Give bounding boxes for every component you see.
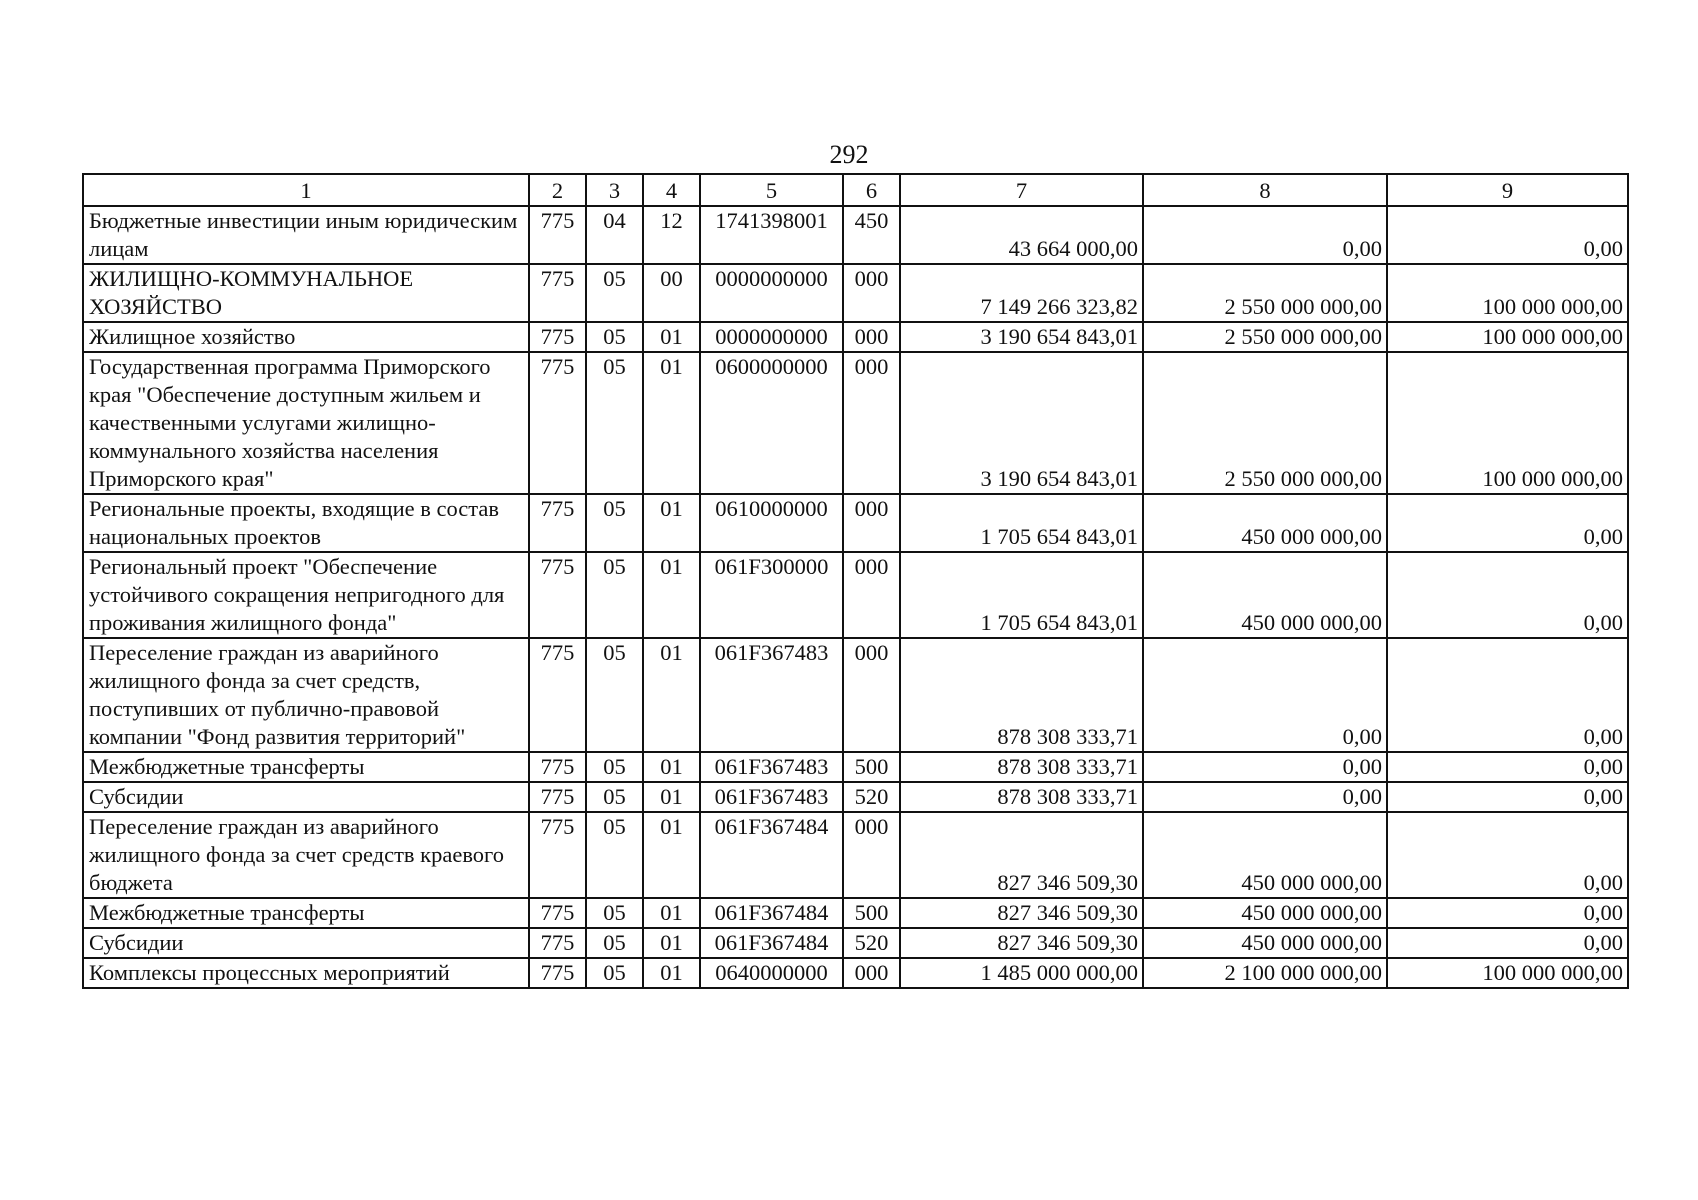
table-row	[83, 812, 1628, 898]
ministry-code: 775	[529, 206, 586, 264]
amount-col-8: 2 550 000 000,00	[1143, 322, 1387, 352]
ministry-code: 775	[529, 352, 586, 494]
page-number: 292	[829, 140, 869, 169]
target-article-code: 061F367483	[700, 638, 843, 752]
expense-type-code: 520	[843, 928, 900, 958]
target-article-code: 1741398001	[700, 206, 843, 264]
amount-col-9: 100 000 000,00	[1387, 322, 1628, 352]
amount-col-8: 2 550 000 000,00	[1143, 352, 1387, 494]
amount-col-9: 0,00	[1387, 638, 1628, 752]
amount-col-8: 450 000 000,00	[1143, 812, 1387, 898]
table-row	[83, 352, 1628, 494]
expense-type-code: 000	[843, 638, 900, 752]
item-name: Жилищное хозяйство	[83, 322, 529, 352]
ministry-code: 775	[529, 638, 586, 752]
target-article-code: 061F300000	[700, 552, 843, 638]
amount-col-7: 878 308 333,71	[900, 638, 1143, 752]
header-cell: 9	[1387, 174, 1628, 206]
target-article-code: 061F367483	[700, 782, 843, 812]
section-code: 05	[586, 812, 643, 898]
section-code: 05	[586, 782, 643, 812]
target-article-code: 061F367484	[700, 812, 843, 898]
item-name: Государственная программа Приморского края "Обеспечение доступным жильем и качественными услугами жилищно-коммунального хозяйства населения Приморского края"	[83, 352, 529, 494]
amount-col-7: 43 664 000,00	[900, 206, 1143, 264]
subsection-code: 12	[643, 206, 700, 264]
amount-col-8: 0,00	[1143, 752, 1387, 782]
header-cell: 6	[843, 174, 900, 206]
ministry-code: 775	[529, 552, 586, 638]
target-article-code: 061F367483	[700, 752, 843, 782]
item-name: Комплексы процессных мероприятий	[83, 958, 529, 988]
header-cell: 2	[529, 174, 586, 206]
section-code: 05	[586, 322, 643, 352]
header-cell: 3	[586, 174, 643, 206]
item-name: Субсидии	[83, 782, 529, 812]
expense-type-code: 450	[843, 206, 900, 264]
amount-col-7: 1 485 000 000,00	[900, 958, 1143, 988]
table-row	[83, 206, 1628, 264]
amount-col-7: 827 346 509,30	[900, 812, 1143, 898]
table-row	[83, 322, 1628, 352]
amount-col-9: 0,00	[1387, 928, 1628, 958]
amount-col-7: 827 346 509,30	[900, 928, 1143, 958]
item-name: Межбюджетные трансферты	[83, 752, 529, 782]
amount-col-8: 450 000 000,00	[1143, 552, 1387, 638]
target-article-code: 0640000000	[700, 958, 843, 988]
header-cell: 5	[700, 174, 843, 206]
subsection-code: 01	[643, 928, 700, 958]
subsection-code: 01	[643, 898, 700, 928]
expense-type-code: 000	[843, 494, 900, 552]
amount-col-9: 0,00	[1387, 206, 1628, 264]
item-name: ЖИЛИЩНО-КОММУНАЛЬНОЕ ХОЗЯЙСТВО	[83, 264, 529, 322]
item-name: Субсидии	[83, 928, 529, 958]
target-article-code: 0000000000	[700, 264, 843, 322]
subsection-code: 01	[643, 752, 700, 782]
expense-type-code: 000	[843, 352, 900, 494]
target-article-code: 0000000000	[700, 322, 843, 352]
item-name: Бюджетные инвестиции иным юридическим лицам	[83, 206, 529, 264]
table-row	[83, 958, 1628, 988]
amount-col-8: 450 000 000,00	[1143, 494, 1387, 552]
amount-col-9: 0,00	[1387, 552, 1628, 638]
amount-col-9: 100 000 000,00	[1387, 958, 1628, 988]
amount-col-7: 1 705 654 843,01	[900, 494, 1143, 552]
subsection-code: 01	[643, 552, 700, 638]
item-name: Межбюджетные трансферты	[83, 898, 529, 928]
expense-type-code: 500	[843, 898, 900, 928]
amount-col-8: 450 000 000,00	[1143, 898, 1387, 928]
header-row	[83, 174, 1628, 206]
subsection-code: 01	[643, 958, 700, 988]
section-code: 05	[586, 958, 643, 988]
section-code: 05	[586, 638, 643, 752]
ministry-code: 775	[529, 812, 586, 898]
ministry-code: 775	[529, 782, 586, 812]
header-cell: 4	[643, 174, 700, 206]
ministry-code: 775	[529, 898, 586, 928]
amount-col-8: 0,00	[1143, 782, 1387, 812]
section-code: 05	[586, 264, 643, 322]
expense-type-code: 000	[843, 812, 900, 898]
subsection-code: 01	[643, 638, 700, 752]
ministry-code: 775	[529, 494, 586, 552]
section-code: 05	[586, 352, 643, 494]
amount-col-8: 2 100 000 000,00	[1143, 958, 1387, 988]
section-code: 04	[586, 206, 643, 264]
table-row	[83, 898, 1628, 928]
amount-col-7: 878 308 333,71	[900, 782, 1143, 812]
subsection-code: 01	[643, 812, 700, 898]
amount-col-9: 100 000 000,00	[1387, 264, 1628, 322]
table-row	[83, 638, 1628, 752]
subsection-code: 01	[643, 782, 700, 812]
target-article-code: 061F367484	[700, 928, 843, 958]
expense-type-code: 000	[843, 958, 900, 988]
amount-col-7: 1 705 654 843,01	[900, 552, 1143, 638]
table-row	[83, 928, 1628, 958]
amount-col-7: 3 190 654 843,01	[900, 322, 1143, 352]
amount-col-7: 878 308 333,71	[900, 752, 1143, 782]
header-cell: 1	[83, 174, 529, 206]
amount-col-8: 0,00	[1143, 638, 1387, 752]
ministry-code: 775	[529, 752, 586, 782]
ministry-code: 775	[529, 264, 586, 322]
amount-col-7: 3 190 654 843,01	[900, 352, 1143, 494]
table-row	[83, 264, 1628, 322]
table-row	[83, 752, 1628, 782]
amount-col-8: 0,00	[1143, 206, 1387, 264]
target-article-code: 0610000000	[700, 494, 843, 552]
item-name: Региональные проекты, входящие в состав национальных проектов	[83, 494, 529, 552]
section-code: 05	[586, 928, 643, 958]
item-name: Переселение граждан из аварийного жилищного фонда за счет средств, поступивших от публично-правовой компании "Фонд развития территорий"	[83, 638, 529, 752]
amount-col-9: 0,00	[1387, 812, 1628, 898]
subsection-code: 01	[643, 352, 700, 494]
amount-col-7: 7 149 266 323,82	[900, 264, 1143, 322]
item-name: Переселение граждан из аварийного жилищного фонда за счет средств краевого бюджета	[83, 812, 529, 898]
amount-col-9: 0,00	[1387, 782, 1628, 812]
amount-col-8: 2 550 000 000,00	[1143, 264, 1387, 322]
header-cell: 7	[900, 174, 1143, 206]
section-code: 05	[586, 494, 643, 552]
ministry-code: 775	[529, 322, 586, 352]
amount-col-9: 0,00	[1387, 752, 1628, 782]
header-cell: 8	[1143, 174, 1387, 206]
expense-type-code: 000	[843, 552, 900, 638]
amount-col-9: 100 000 000,00	[1387, 352, 1628, 494]
budget-table	[82, 173, 1629, 989]
item-name: Региональный проект "Обеспечение устойчивого сокращения непригодного для проживания жилищного фонда"	[83, 552, 529, 638]
section-code: 05	[586, 752, 643, 782]
subsection-code: 01	[643, 322, 700, 352]
table-row	[83, 552, 1628, 638]
amount-col-7: 827 346 509,30	[900, 898, 1143, 928]
ministry-code: 775	[529, 958, 586, 988]
expense-type-code: 500	[843, 752, 900, 782]
expense-type-code: 520	[843, 782, 900, 812]
section-code: 05	[586, 552, 643, 638]
subsection-code: 00	[643, 264, 700, 322]
section-code: 05	[586, 898, 643, 928]
table-body	[83, 206, 1628, 988]
target-article-code: 0600000000	[700, 352, 843, 494]
subsection-code: 01	[643, 494, 700, 552]
target-article-code: 061F367484	[700, 898, 843, 928]
table-row	[83, 494, 1628, 552]
amount-col-9: 0,00	[1387, 898, 1628, 928]
amount-col-8: 450 000 000,00	[1143, 928, 1387, 958]
amount-col-9: 0,00	[1387, 494, 1628, 552]
expense-type-code: 000	[843, 264, 900, 322]
ministry-code: 775	[529, 928, 586, 958]
expense-type-code: 000	[843, 322, 900, 352]
table-row	[83, 782, 1628, 812]
